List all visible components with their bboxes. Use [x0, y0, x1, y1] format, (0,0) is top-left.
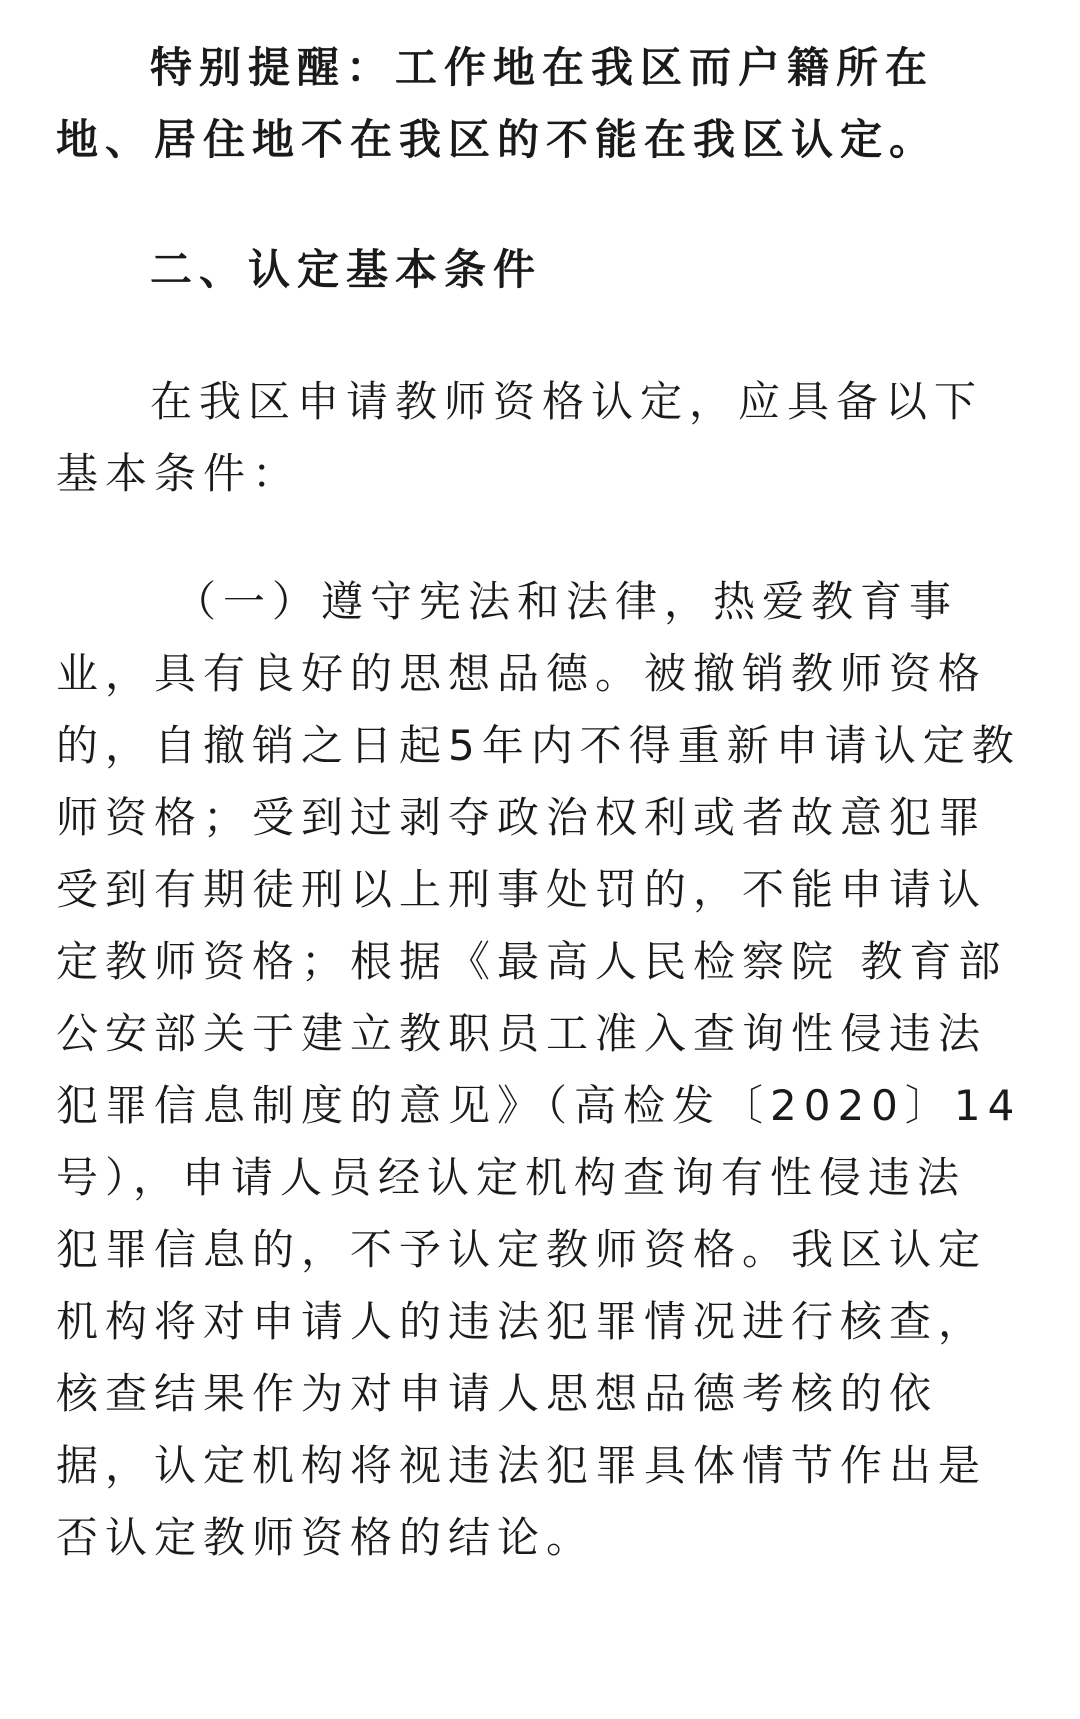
- condition-line-12: 核查结果作为对申请人思想品德考核的依: [56, 1369, 939, 1418]
- intro-paragraph: [56, 366, 984, 510]
- condition-line-5: 受到有期徒刑以上刑事处罚的，不能申请认: [56, 865, 988, 914]
- intro-line-2: 基本条件：: [56, 449, 302, 498]
- intro-line-1: 在我区申请教师资格认定，应具备以下: [150, 377, 984, 426]
- condition-line-4: 师资格；受到过剥夺政治权利或者故意犯罪: [56, 793, 988, 842]
- condition-line-2: 业，具有良好的思想品德。被撤销教师资格: [56, 649, 988, 698]
- condition-line-3: 的，自撤销之日起5年内不得重新申请认定教: [56, 721, 1021, 770]
- reminder-line-1: 特别提醒：工作地在我区而户籍所在: [150, 43, 935, 92]
- condition-line-8: 犯罪信息制度的意见》（高检发〔2020〕14: [56, 1081, 1022, 1130]
- condition-line-1: （一）遵守宪法和法律，热爱教育事: [174, 577, 959, 626]
- condition-line-6: 定教师资格；根据《最高人民检察院 教育部: [56, 937, 1008, 986]
- condition-line-7: 公安部关于建立教职员工准入查询性侵违法: [56, 1009, 988, 1058]
- condition-line-13: 据，认定机构将视违法犯罪具体情节作出是: [56, 1441, 988, 1490]
- reminder-line-2: 地、居住地不在我区的不能在我区认定。: [56, 115, 939, 164]
- condition-line-9: 号），申请人员经认定机构查询有性侵违法: [56, 1153, 967, 1202]
- special-reminder-paragraph: [56, 32, 939, 176]
- condition-line-14: 否认定教师资格的结论。: [56, 1513, 596, 1562]
- condition-line-11: 机构将对申请人的违法犯罪情况进行核查，: [56, 1297, 988, 1346]
- condition-line-10: 犯罪信息的，不予认定教师资格。我区认定: [56, 1225, 988, 1274]
- section-heading-text: 二、认定基本条件: [150, 245, 543, 294]
- condition-1-paragraph: [56, 566, 1022, 1574]
- section-heading: [56, 234, 934, 306]
